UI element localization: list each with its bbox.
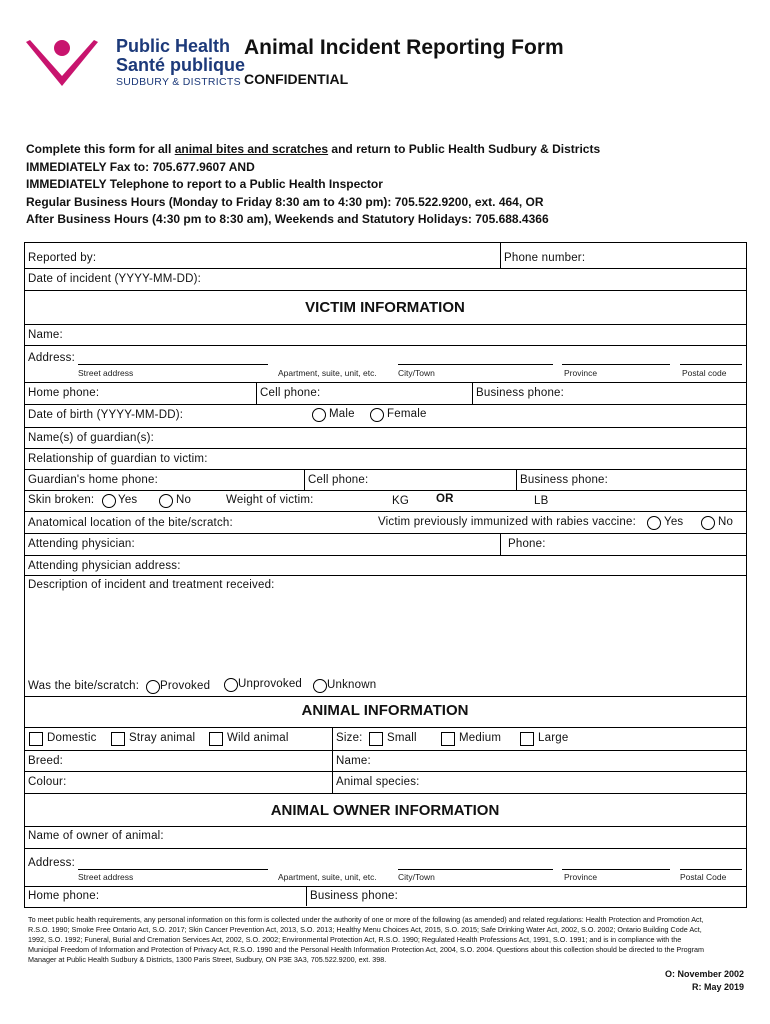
dob-label: Date of birth (YYYY-MM-DD): xyxy=(28,409,184,421)
rule xyxy=(24,848,746,849)
street-line xyxy=(78,364,268,365)
divider xyxy=(500,533,501,555)
reported-by-label: Reported by: xyxy=(28,252,97,264)
unprovoked-label: Unprovoked xyxy=(238,678,303,690)
owner-address-label: Address: xyxy=(28,857,75,869)
rule xyxy=(24,696,746,697)
immunized-no-label: No xyxy=(718,516,734,528)
city-caption: City/Town xyxy=(398,368,435,378)
small-checkbox[interactable] xyxy=(369,732,383,746)
skin-broken-no-radio[interactable] xyxy=(159,494,173,508)
unknown-radio[interactable] xyxy=(313,679,327,693)
kg-label: KG xyxy=(392,495,410,507)
domestic-checkbox[interactable] xyxy=(29,732,43,746)
immunized-no-radio[interactable] xyxy=(701,516,715,530)
lb-label: LB xyxy=(534,495,549,507)
owner-street-caption: Street address xyxy=(78,872,134,882)
guardian-cell-label: Cell phone: xyxy=(308,474,369,486)
form-title: Animal Incident Reporting Form xyxy=(244,36,564,59)
date-of-incident-label: Date of incident (YYYY-MM-DD): xyxy=(28,273,202,285)
large-label: Large xyxy=(538,732,569,744)
rule xyxy=(24,324,746,325)
immunized-yes-label: Yes xyxy=(664,516,684,528)
medium-label: Medium xyxy=(459,732,502,744)
skin-broken-yes-radio[interactable] xyxy=(102,494,116,508)
unprovoked-radio[interactable] xyxy=(224,678,238,692)
owner-province-caption: Province xyxy=(564,872,598,882)
rule xyxy=(24,575,746,576)
owner-section-title: ANIMAL OWNER INFORMATION xyxy=(270,802,500,819)
confidential-label: CONFIDENTIAL xyxy=(244,71,349,87)
rule xyxy=(24,555,746,556)
male-label: Male xyxy=(329,408,355,420)
owner-home-phone-label: Home phone: xyxy=(28,890,100,902)
rule xyxy=(24,268,746,269)
description-area[interactable] xyxy=(26,594,744,674)
weight-label: Weight of victim: xyxy=(226,494,314,506)
species-label: Animal species: xyxy=(336,776,420,788)
instruction-line-4: Regular Business Hours (Monday to Friday 8:30 am to 4:30 pm): 705.522.9200, ext. 464, OR xyxy=(26,194,544,209)
divider xyxy=(306,886,307,906)
instructions xyxy=(26,141,600,229)
animal-name-label: Name: xyxy=(336,755,371,767)
instruction-line-1: Complete this form for all animal bites and scratches and return to Public Health Sudbury & Districts xyxy=(26,142,601,156)
was-bite-label: Was the bite/scratch: xyxy=(28,680,140,692)
divider xyxy=(332,727,333,793)
male-radio[interactable] xyxy=(312,408,326,422)
owner-business-phone-label: Business phone: xyxy=(310,890,399,902)
provoked-label: Provoked xyxy=(160,680,211,692)
owner-city-line xyxy=(398,869,553,870)
owner-postal-line xyxy=(680,869,742,870)
city-line xyxy=(398,364,553,365)
org-name-en: Public Health xyxy=(116,36,231,56)
medium-checkbox[interactable] xyxy=(441,732,455,746)
home-phone-label: Home phone: xyxy=(28,387,100,399)
female-label: Female xyxy=(387,408,427,420)
wild-label: Wild animal xyxy=(227,732,289,744)
guardian-home-phone-label: Guardian's home phone: xyxy=(28,474,158,486)
rule xyxy=(24,793,746,794)
rule xyxy=(24,382,746,383)
animal-section-title: ANIMAL INFORMATION xyxy=(301,702,469,719)
org-name-fr: Santé publique xyxy=(116,55,246,75)
skin-broken-yes-label: Yes xyxy=(118,494,138,506)
divider xyxy=(516,469,517,490)
owner-apartment-caption: Apartment, suite, unit, etc. xyxy=(278,872,377,882)
guardians-label: Name(s) of guardian(s): xyxy=(28,432,155,444)
stray-label: Stray animal xyxy=(129,732,196,744)
owner-postal-caption: Postal Code xyxy=(680,872,727,882)
privacy-notice: To meet public health requirements, any personal information on this form is collected under the authority of one or more of the following (as amended) and related regulations: Health Protection and Promotion Act, R.S.O. 1990; Smoke Free Ontario Act, S.O. 2017; Skin Cancer Prevention Act, 2013, S.O. 2013; Healthy Menu Choices Act, 2015, S.O. 2015; Safe Drinking Water Act, 2002, S.O. 2002; Ontario Building Code Act, 1992, S.O. 1992; Funeral, Burial and Cremation Services Act, 2002, S.O. 2002; Environmental Protection Act, R.S.O. 1990; Regulated Health Professions Act, 1991, S.O. 1991; and is in compliance with the Municipal Freedom of Information and Protection of Privacy Act, R.S.O. 1990 and the Personal Health Information Protection Act, 2004, S.O. 2004. Questions about this collection should be directed to the Program Manager at Public Health Sudbury & Districts, 1300 Paris Street, Sudbury, ON P3E 3A3, 705.522.9200, ext. 398. xyxy=(28,915,704,964)
instruction-underlined: animal bites and scratches xyxy=(174,142,329,156)
owner-city-caption: City/Town xyxy=(398,872,435,882)
victim-name-label: Name: xyxy=(28,329,63,341)
immunized-label: Victim previously immunized with rabies vaccine: xyxy=(378,516,637,528)
colour-label: Colour: xyxy=(28,776,67,788)
physician-phone-label: Phone: xyxy=(508,538,546,550)
rule xyxy=(24,826,746,827)
wild-checkbox[interactable] xyxy=(209,732,223,746)
divider xyxy=(500,242,501,268)
rule xyxy=(24,533,746,534)
instruction-line-2: IMMEDIATELY Fax to: 705.677.9607 AND xyxy=(26,159,255,174)
guardian-business-label: Business phone: xyxy=(520,474,609,486)
rule xyxy=(24,771,746,772)
province-caption: Province xyxy=(564,368,598,378)
street-address-caption: Street address xyxy=(78,368,134,378)
public-health-logo-icon xyxy=(22,38,102,88)
breed-label: Breed: xyxy=(28,755,64,767)
instruction-line-5: After Business Hours (4:30 pm to 8:30 am), Weekends and Statutory Holidays: 705.688.4366 xyxy=(26,212,549,226)
stray-checkbox[interactable] xyxy=(111,732,125,746)
size-label: Size: xyxy=(336,732,363,744)
or-label: OR xyxy=(436,493,454,505)
owner-province-line xyxy=(562,869,670,870)
postal-caption: Postal code xyxy=(682,368,727,378)
rule xyxy=(24,345,746,346)
province-line xyxy=(562,364,670,365)
female-radio[interactable] xyxy=(370,408,384,422)
rule xyxy=(24,469,746,470)
victim-address-label: Address: xyxy=(28,352,75,364)
victim-section-title: VICTIM INFORMATION xyxy=(305,299,465,316)
physician-address-label: Attending physician address: xyxy=(28,560,181,572)
skin-broken-label: Skin broken: xyxy=(28,494,95,506)
original-date: O: November 2002 xyxy=(664,969,744,979)
large-checkbox[interactable] xyxy=(520,732,534,746)
divider xyxy=(256,382,257,404)
phone-number-label: Phone number: xyxy=(504,252,586,264)
rule xyxy=(24,427,746,428)
rule xyxy=(24,448,746,449)
business-phone-label: Business phone: xyxy=(476,387,565,399)
unknown-label: Unknown xyxy=(327,679,377,691)
small-label: Small xyxy=(387,732,417,744)
skin-broken-no-label: No xyxy=(176,494,192,506)
domestic-label: Domestic xyxy=(47,732,97,744)
rule xyxy=(24,511,746,512)
anatomical-label: Anatomical location of the bite/scratch: xyxy=(28,517,233,529)
org-region: SUDBURY & DISTRICTS xyxy=(116,76,241,88)
logo xyxy=(22,36,246,92)
provoked-radio[interactable] xyxy=(146,680,160,694)
rule xyxy=(24,404,746,405)
divider xyxy=(304,469,305,490)
postal-line xyxy=(680,364,742,365)
revision-date: R: May 2019 xyxy=(691,982,744,992)
rule xyxy=(24,290,746,291)
rule xyxy=(24,750,746,751)
owner-name-label: Name of owner of animal: xyxy=(28,830,164,842)
relationship-label: Relationship of guardian to victim: xyxy=(28,453,208,465)
rule xyxy=(24,490,746,491)
immunized-yes-radio[interactable] xyxy=(647,516,661,530)
cell-phone-label: Cell phone: xyxy=(260,387,321,399)
rule xyxy=(24,727,746,728)
rule xyxy=(24,886,746,887)
apartment-caption: Apartment, suite, unit, etc. xyxy=(278,368,377,378)
instruction-line-3: IMMEDIATELY Telephone to report to a Public Health Inspector xyxy=(26,177,383,191)
description-label: Description of incident and treatment received: xyxy=(28,579,275,591)
owner-street-line xyxy=(78,869,268,870)
attending-physician-label: Attending physician: xyxy=(28,538,135,550)
divider xyxy=(472,382,473,404)
